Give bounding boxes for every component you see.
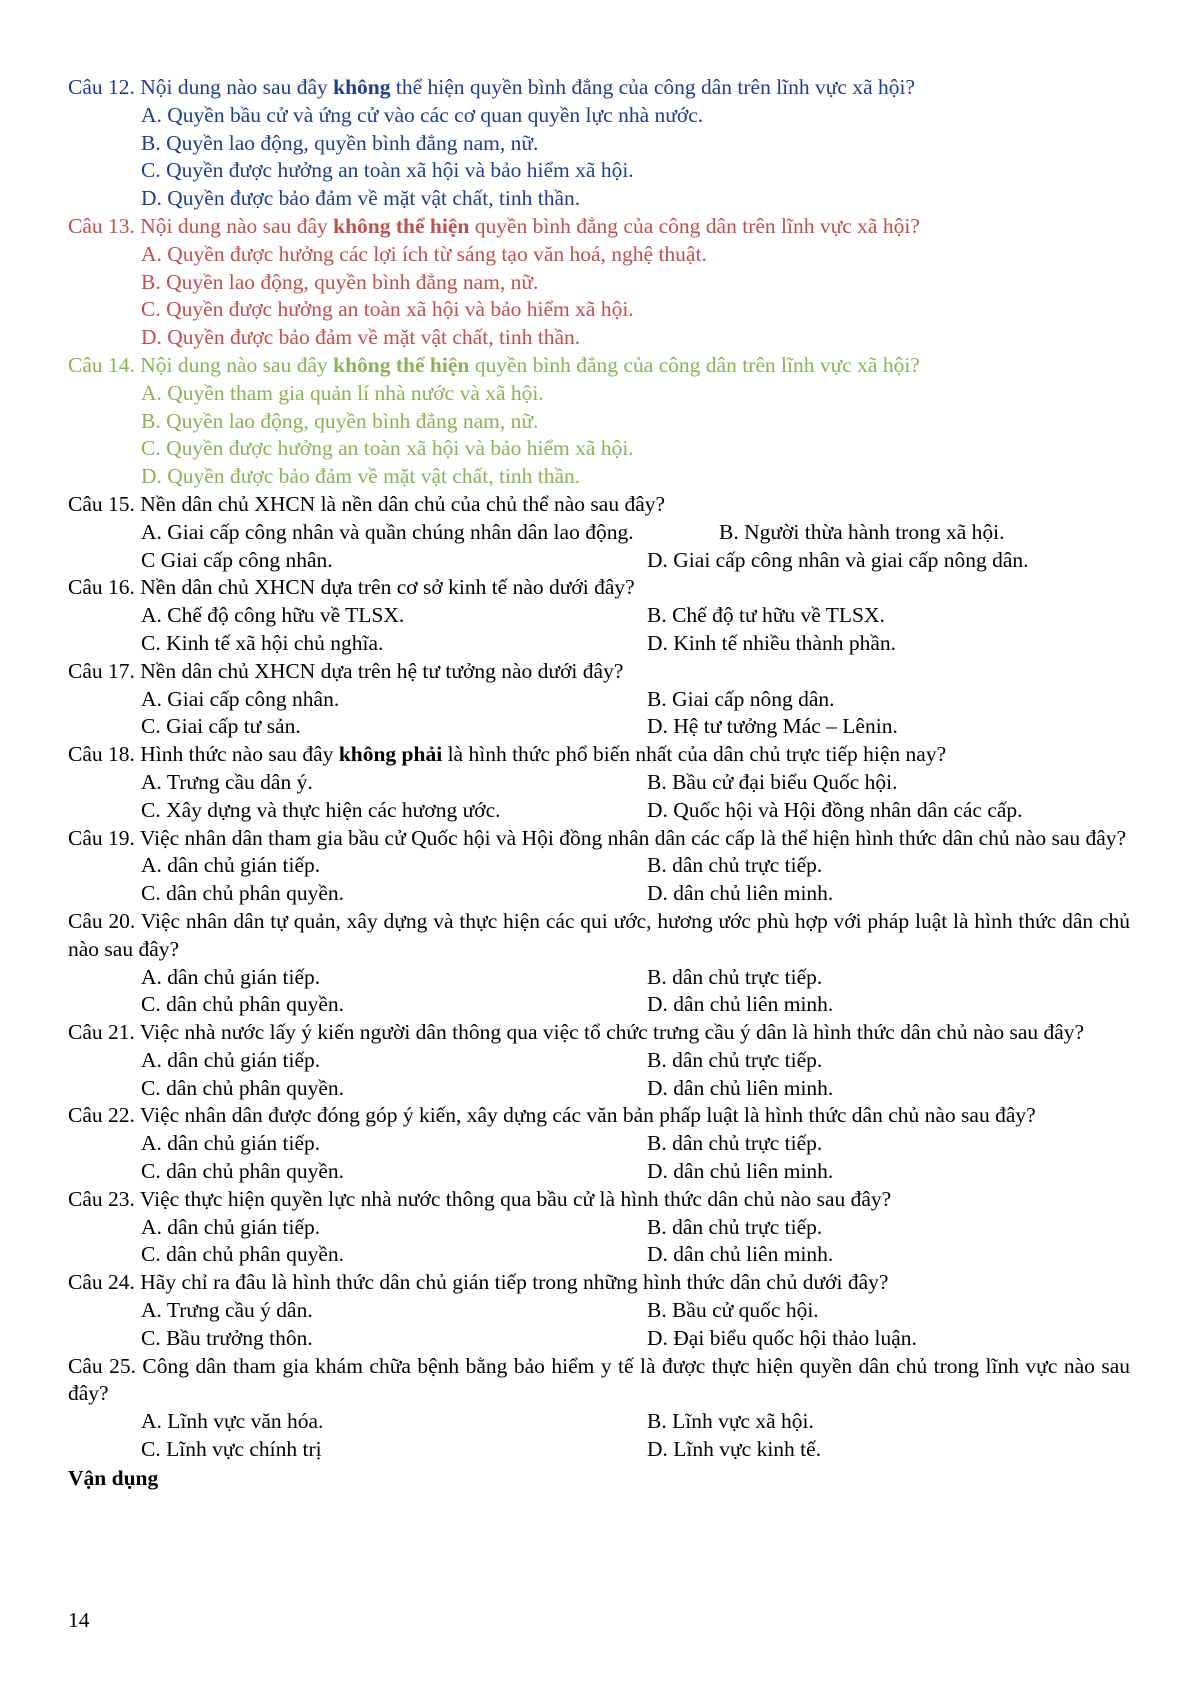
option-a: A. dân chủ gián tiếp. <box>141 1047 321 1072</box>
option-c: C. Xây dựng và thực hiện các hương ước. <box>141 797 501 822</box>
option-d: D. dân chủ liên minh. <box>647 1075 834 1100</box>
question-12 <box>68 74 1130 213</box>
option-row <box>68 852 1130 880</box>
question-stem: Câu 18. Hình thức nào sau đây không phải là hình thức phổ biến nhất của dân chủ trực tiếp hiện nay? <box>68 742 947 767</box>
option-b: B. Lĩnh vực xã hội. <box>647 1409 814 1434</box>
option-c: C. dân chủ phân quyền. <box>141 1075 345 1100</box>
option-a: A. Quyền tham gia quản lí nhà nước và xã hội. <box>141 380 544 405</box>
page-number: 14 <box>68 1608 90 1632</box>
option-d: D. dân chủ liên minh. <box>647 1159 834 1184</box>
option-row <box>68 1130 1130 1158</box>
option-row <box>68 713 1130 741</box>
question-24 <box>68 1269 1130 1352</box>
question-stem: Câu 21. Việc nhà nước lấy ý kiến người dân thông qua việc tổ chức trưng cầu ý dân là hình thức dân chủ nào sau đây? <box>68 1020 1085 1045</box>
option-c: C. dân chủ phân quyền. <box>141 881 345 906</box>
option-row <box>68 1325 1130 1353</box>
option-d: D. dân chủ liên minh. <box>647 992 834 1017</box>
option-c: C. Quyền được hưởng an toàn xã hội và bảo hiểm xã hội. <box>141 436 634 461</box>
option-a: A. dân chủ gián tiếp. <box>141 853 321 878</box>
question-21 <box>68 1019 1130 1102</box>
option-c: C. Quyền được hưởng an toàn xã hội và bảo hiểm xã hội. <box>141 158 634 183</box>
option-d: D. Lĩnh vực kinh tế. <box>647 1437 822 1462</box>
option-row <box>68 991 1130 1019</box>
option-b: B. dân chủ trực tiếp. <box>647 1131 823 1156</box>
option-row <box>68 1297 1130 1325</box>
option-row <box>68 964 1130 992</box>
option-c: C Giai cấp công nhân. <box>141 547 333 572</box>
question-14 <box>68 352 1130 491</box>
option-a: A. Trưng cầu dân ý. <box>141 769 313 794</box>
option-d: D. Quốc hội và Hội đồng nhân dân các cấp. <box>647 797 1023 822</box>
option-row <box>68 547 1130 575</box>
option-d: D. Đại biểu quốc hội thảo luận. <box>647 1325 917 1350</box>
option-c: C. dân chủ phân quyền. <box>141 1159 345 1184</box>
option-a: A. dân chủ gián tiếp. <box>141 1131 321 1156</box>
option-d: D. Quyền được bảo đảm về mặt vật chất, tinh thần. <box>141 325 581 350</box>
option-c: C. dân chủ phân quyền. <box>141 992 345 1017</box>
option-a: A. Trưng cầu ý dân. <box>141 1298 313 1323</box>
option-row <box>68 1158 1130 1186</box>
option-d: D. Hệ tư tưởng Mác – Lênin. <box>647 714 898 739</box>
option-d: D. Giai cấp công nhân và giai cấp nông dân. <box>647 547 1029 572</box>
question-19 <box>68 825 1130 908</box>
option-d: D. Quyền được bảo đảm về mặt vật chất, tinh thần. <box>141 464 581 489</box>
option-c: C. Giai cấp tư sản. <box>141 714 301 739</box>
option-a: A. dân chủ gián tiếp. <box>141 964 321 989</box>
question-stem: Câu 17. Nền dân chủ XHCN dựa trên hệ tư tưởng nào dưới đây? <box>68 658 624 683</box>
option-a: A. Lĩnh vực văn hóa. <box>141 1409 324 1434</box>
question-22 <box>68 1102 1130 1185</box>
option-row <box>68 769 1130 797</box>
option-row <box>68 602 1130 630</box>
question-stem: Câu 15. Nền dân chủ XHCN là nền dân chủ của chủ thể nào sau đây? <box>68 491 666 516</box>
option-row <box>68 1408 1130 1436</box>
option-a: A. Giai cấp công nhân. <box>141 686 340 711</box>
option-row <box>68 1214 1130 1242</box>
question-stem: Câu 12. Nội dung nào sau đây không thể hiện quyền bình đẳng của công dân trên lĩnh vực xã hội? <box>68 75 916 99</box>
question-stem: Câu 23. Việc thực hiện quyền lực nhà nước thông qua bầu cử là hình thức dân chủ nào sau đây? <box>68 1186 892 1211</box>
option-b: B. Quyền lao động, quyền bình đẳng nam, nữ. <box>141 408 539 433</box>
question-stem: Câu 25. Công dân tham gia khám chữa bệnh bằng bảo hiểm y tế là được thực hiện quyền dân chủ trong lĩnh vực nào sau đây? <box>68 1353 1130 1406</box>
option-row <box>68 686 1130 714</box>
option-d: D. Kinh tế nhiều thành phần. <box>647 630 896 655</box>
question-stem: Câu 16. Nền dân chủ XHCN dựa trên cơ sở kinh tế nào dưới đây? <box>68 575 635 600</box>
option-b: B. dân chủ trực tiếp. <box>647 853 823 878</box>
option-b: B. Người thừa hành trong xã hội. <box>719 519 1005 544</box>
question-20 <box>68 908 1130 1019</box>
option-a: A. Chế độ công hữu về TLSX. <box>141 603 405 628</box>
question-23 <box>68 1186 1130 1269</box>
option-b: B. Bầu cử đại biểu Quốc hội. <box>647 769 898 794</box>
option-b: B. Chế độ tư hữu về TLSX. <box>647 603 885 628</box>
option-b: B. Quyền lao động, quyền bình đẳng nam, nữ. <box>141 269 539 294</box>
option-c: C. dân chủ phân quyền. <box>141 1242 345 1267</box>
option-b: B. dân chủ trực tiếp. <box>647 1047 823 1072</box>
question-stem: Câu 14. Nội dung nào sau đây không thể hiện quyền bình đẳng của công dân trên lĩnh vực xã hội? <box>68 352 920 377</box>
option-c: C. Kinh tế xã hội chủ nghĩa. <box>141 630 384 655</box>
question-15 <box>68 491 1130 574</box>
option-row <box>68 519 1130 547</box>
question-stem: Câu 13. Nội dung nào sau đây không thể hiện quyền bình đẳng của công dân trên lĩnh vực xã hội? <box>68 213 920 238</box>
option-b: B. dân chủ trực tiếp. <box>647 1214 823 1239</box>
option-b: B. dân chủ trực tiếp. <box>647 964 823 989</box>
option-b: B. Giai cấp nông dân. <box>647 686 835 711</box>
document-body <box>68 74 1130 1493</box>
option-c: C. Lĩnh vực chính trị <box>141 1437 322 1462</box>
option-b: B. Quyền lao động, quyền bình đẳng nam, nữ. <box>141 130 539 155</box>
option-a: A. Giai cấp công nhân và quần chúng nhân dân lao động. <box>141 519 634 544</box>
option-a: A. Quyền bầu cử và ứng cử vào các cơ quan quyền lực nhà nước. <box>141 102 704 127</box>
option-row <box>68 880 1130 908</box>
option-row <box>68 1436 1130 1464</box>
question-13 <box>68 213 1130 352</box>
question-16 <box>68 574 1130 657</box>
question-stem: Câu 24. Hãy chỉ ra đâu là hình thức dân chủ gián tiếp trong những hình thức dân chủ dưới đây? <box>68 1270 889 1295</box>
option-b: B. Bầu cử quốc hội. <box>647 1298 819 1323</box>
option-row <box>68 797 1130 825</box>
option-d: D. dân chủ liên minh. <box>647 881 834 906</box>
option-row <box>68 630 1130 658</box>
question-stem: Câu 22. Việc nhân dân được đóng góp ý kiến, xây dựng các văn bản phấp luật là hình thức dân chủ nào sau đây? <box>68 1103 1036 1128</box>
question-stem: Câu 19. Việc nhân dân tham gia bầu cử Quốc hội và Hội đồng nhân dân các cấp là thể hiện hình thức dân chủ nào sau đây? <box>68 825 1127 850</box>
option-row <box>68 1075 1130 1103</box>
option-row <box>68 1241 1130 1269</box>
question-18 <box>68 741 1130 824</box>
option-a: A. Quyền được hưởng các lợi ích từ sáng tạo văn hoá, nghệ thuật. <box>141 241 707 266</box>
question-17 <box>68 658 1130 741</box>
option-d: D. Quyền được bảo đảm về mặt vật chất, tinh thần. <box>141 186 581 211</box>
option-c: C. Quyền được hưởng an toàn xã hội và bảo hiểm xã hội. <box>141 297 634 322</box>
section-heading: Vận dụng <box>68 1465 159 1490</box>
question-stem: Câu 20. Việc nhân dân tự quản, xây dựng và thực hiện các qui ước, hương ước phù hợp với pháp luật là hình thức dân chủ nào sau đây? <box>68 908 1130 961</box>
option-d: D. dân chủ liên minh. <box>647 1242 834 1267</box>
option-row <box>68 1047 1130 1075</box>
option-c: C. Bầu trưởng thôn. <box>141 1325 313 1350</box>
option-a: A. dân chủ gián tiếp. <box>141 1214 321 1239</box>
question-25 <box>68 1353 1130 1464</box>
